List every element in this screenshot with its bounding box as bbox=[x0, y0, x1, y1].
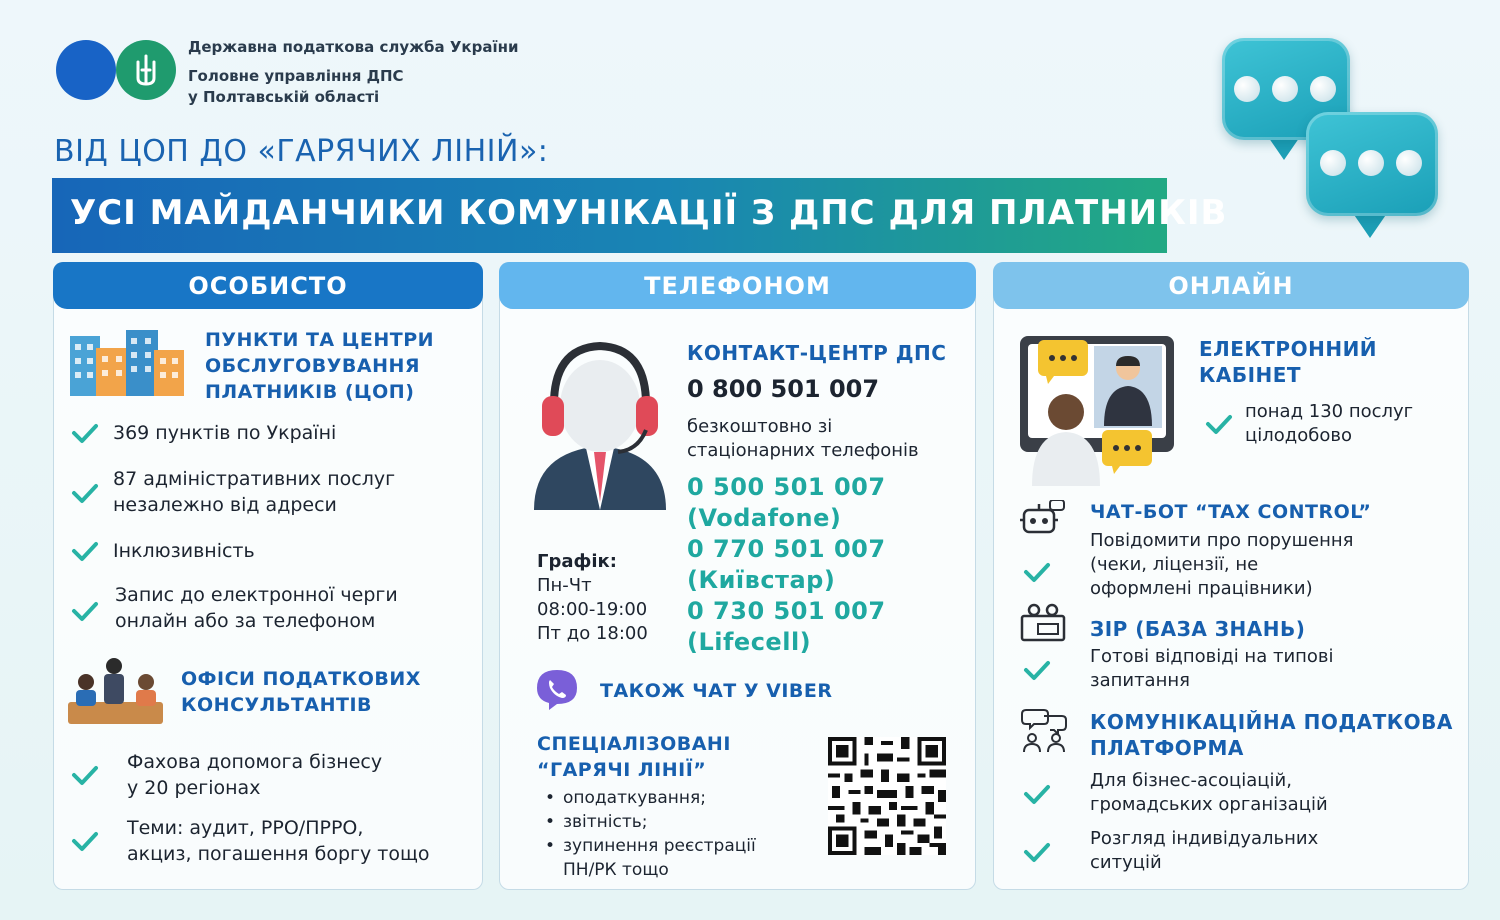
video-call-icon bbox=[1020, 336, 1176, 490]
platform-item-line: Для бізнес-асоціацій, bbox=[1090, 770, 1292, 791]
offices-item bbox=[127, 749, 382, 801]
hotline-item: • звітність; bbox=[537, 810, 756, 834]
consultants-icon bbox=[68, 656, 163, 730]
hotline-item: • зупинення реєстрації bbox=[537, 834, 756, 858]
org-line-2: Головне управління ДПС bbox=[188, 67, 404, 85]
schedule-line: Пт до 18:00 bbox=[537, 623, 648, 644]
zir-text-line: запитання bbox=[1090, 670, 1190, 691]
check-icon bbox=[70, 826, 100, 856]
check-icon bbox=[70, 760, 100, 790]
offices-title-line: КОНСУЛЬТАНТІВ bbox=[181, 694, 373, 716]
hotlines-title-line: СПЕЦІАЛІЗОВАНІ bbox=[537, 733, 731, 755]
platform-item-line: Розгляд індивідуальних bbox=[1090, 828, 1319, 849]
platform-item bbox=[1090, 769, 1328, 817]
chatbot-text bbox=[1090, 529, 1354, 601]
offices-item-line: акциз, погашення боргу тощо bbox=[127, 843, 430, 865]
offices-title bbox=[181, 666, 421, 718]
cop-item bbox=[113, 420, 336, 446]
main-phone-note bbox=[687, 415, 919, 463]
panel-header-personal: ОСОБИСТО bbox=[53, 262, 483, 309]
platform-title-line: ПЛАТФОРМА bbox=[1090, 736, 1244, 760]
main-phone-note-line: стаціонарних телефонів bbox=[687, 440, 919, 461]
cop-title bbox=[205, 327, 434, 405]
org-name-block bbox=[188, 37, 518, 108]
operator-headset-icon bbox=[534, 334, 666, 514]
chatbot-text-line: Повідомити про порушення bbox=[1090, 530, 1354, 551]
main-phone-number[interactable]: 0 800 501 007 bbox=[687, 375, 880, 403]
schedule-block bbox=[537, 550, 648, 646]
zir-text bbox=[1090, 645, 1334, 693]
contact-center-title: КОНТАКТ-ЦЕНТР ДПС bbox=[687, 341, 947, 365]
zir-title[interactable]: ЗІР (БАЗА ЗНАНЬ) bbox=[1090, 617, 1306, 641]
platform-item bbox=[1090, 827, 1318, 875]
check-icon bbox=[70, 478, 100, 508]
check-icon bbox=[1022, 779, 1052, 809]
platform-title-line: КОМУНІКАЦІЙНА ПОДАТКОВА bbox=[1090, 710, 1453, 734]
cop-item-line: Запис до електронної черги bbox=[115, 584, 398, 606]
platform-item-line: ситуцій bbox=[1090, 852, 1162, 873]
schedule-line: 08:00-19:00 bbox=[537, 599, 648, 620]
cop-item-line: онлайн або за телефоном bbox=[115, 610, 376, 632]
bubble-dot bbox=[1234, 76, 1260, 102]
hotlines-list bbox=[537, 786, 756, 882]
dps-logo-blue-circle bbox=[56, 40, 116, 100]
check-icon bbox=[1022, 837, 1052, 867]
cop-title-line: ОБСЛУГОВУВАННЯ bbox=[205, 355, 421, 377]
check-icon bbox=[1022, 655, 1052, 685]
robot-icon bbox=[1020, 500, 1066, 542]
zir-text-line: Готові відповіді на типові bbox=[1090, 646, 1334, 667]
cop-item bbox=[113, 466, 395, 518]
check-icon bbox=[70, 596, 100, 626]
offices-item bbox=[127, 815, 430, 867]
bubble-dot bbox=[1310, 76, 1336, 102]
check-icon bbox=[70, 418, 100, 448]
bubble-dot bbox=[1320, 150, 1346, 176]
panel-header-online: ОНЛАЙН bbox=[993, 262, 1469, 309]
main-phone-note-line: безкоштовно зі bbox=[687, 416, 833, 437]
offices-item-line: Теми: аудит, РРО/ПРРО, bbox=[127, 817, 364, 839]
offices-item-line: Фахова допомога бізнесу bbox=[127, 751, 383, 773]
offices-item-line: у 20 регіонах bbox=[127, 777, 261, 799]
mobile-number-lifecell[interactable]: 0 730 501 007 bbox=[687, 597, 886, 625]
hotline-item: • оподаткування; bbox=[537, 786, 756, 810]
platform-title[interactable] bbox=[1090, 709, 1453, 761]
community-icon bbox=[1020, 706, 1068, 758]
cop-title-line: ПЛАТНИКІВ (ЦОП) bbox=[205, 381, 415, 403]
cabinet-text-line: цілодобово bbox=[1245, 425, 1352, 446]
viber-chat-label[interactable]: ТАКОЖ ЧАТ У VIBER bbox=[600, 680, 833, 702]
check-icon bbox=[1204, 409, 1234, 439]
chatbot-title[interactable]: ЧАТ-БОТ “TAX CONTROL” bbox=[1090, 501, 1372, 523]
mobile-number-kyivstar[interactable]: 0 770 501 007 bbox=[687, 535, 886, 563]
platform-item-line: громадських організацій bbox=[1090, 794, 1328, 815]
cabinet-title-line: КАБІНЕТ bbox=[1199, 363, 1302, 387]
viber-icon bbox=[535, 668, 579, 716]
operator-label: (Київстар) bbox=[687, 566, 836, 594]
offices-title-line: ОФІСИ ПОДАТКОВИХ bbox=[181, 668, 421, 690]
schedule-line: Пн-Чт bbox=[537, 575, 592, 596]
panel-header-phone: ТЕЛЕФОНОМ bbox=[499, 262, 976, 309]
hotlines-title-line: “ГАРЯЧІ ЛІНІЇ” bbox=[537, 759, 707, 781]
org-line-1: Державна податкова служба України bbox=[188, 38, 519, 56]
buildings-icon bbox=[68, 326, 186, 402]
cop-title-line: ПУНКТИ ТА ЦЕНТРИ bbox=[205, 329, 435, 351]
mobile-numbers-list bbox=[687, 472, 886, 658]
chatbot-text-line: (чеки, ліцензії, не bbox=[1090, 554, 1259, 575]
cabinet-text bbox=[1245, 400, 1413, 448]
check-icon bbox=[1022, 557, 1052, 587]
page-title: УСІ МАЙДАНЧИКИ КОМУНІКАЦІЇ З ДПС ДЛЯ ПЛАТНИКІВ bbox=[70, 193, 1228, 233]
cop-item-line: незалежно від адреси bbox=[113, 494, 337, 516]
cop-item-line: Інклюзивність bbox=[113, 540, 255, 562]
operator-label: (Vodafone) bbox=[687, 504, 842, 532]
bubble-dot bbox=[1358, 150, 1384, 176]
mobile-number-vodafone[interactable]: 0 500 501 007 bbox=[687, 473, 886, 501]
trident-logo bbox=[116, 40, 176, 100]
operator-label: (Lifecell) bbox=[687, 628, 812, 656]
cabinet-text-line: понад 130 послуг bbox=[1245, 401, 1414, 422]
cop-item bbox=[115, 582, 398, 634]
schedule-label: Графік: bbox=[537, 551, 617, 572]
hotlines-title bbox=[537, 731, 731, 783]
knowledge-base-icon bbox=[1020, 602, 1066, 646]
chatbot-text-line: оформлені працівники) bbox=[1090, 578, 1313, 599]
bubble-dot bbox=[1396, 150, 1422, 176]
cop-item-line: 87 адміністративних послуг bbox=[113, 468, 396, 490]
page-subtitle: ВІД ЦОП ДО «ГАРЯЧИХ ЛІНІЙ»: bbox=[54, 134, 549, 169]
cop-item bbox=[113, 538, 255, 564]
check-icon bbox=[70, 536, 100, 566]
hotline-item: ПН/РК тощо bbox=[563, 860, 669, 880]
bubble-dot bbox=[1272, 76, 1298, 102]
cop-item-line: 369 пунктів по Україні bbox=[113, 422, 337, 444]
qr-code[interactable] bbox=[828, 737, 946, 855]
org-line-3: у Полтавській області bbox=[188, 88, 380, 106]
cabinet-title-line: ЕЛЕКТРОННИЙ bbox=[1199, 337, 1378, 361]
cabinet-title bbox=[1199, 336, 1377, 388]
